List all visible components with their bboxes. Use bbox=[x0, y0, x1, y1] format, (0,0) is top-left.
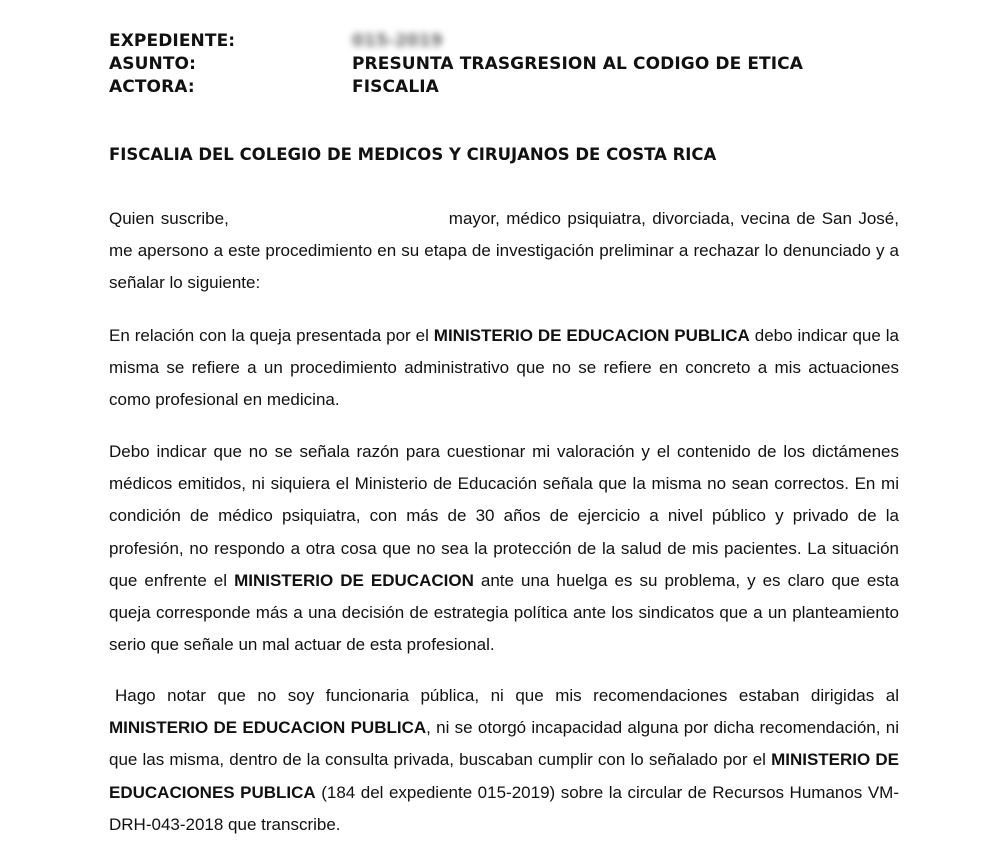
expediente-label: EXPEDIENTE: bbox=[109, 31, 236, 51]
p3-text-a: Debo indicar que no se señala razón para cuestionar mi valoración y el contenido de los dictámenes médicos emitidos, ni siquiera el Ministerio de Educación señala que la misma no sean correctos. En mi condición de médico psiquiatra, con más de 30 años de ejercicio a nivel público y privado de la profesión, no respondo a otra cosa que no sea la protección de la salud de mis pacientes. La situación que enfrente el bbox=[109, 442, 899, 590]
p2-text-c: debo indicar que la misma se refiere a un procedimiento administrativo que no se refiere en concreto a mis actuaciones como profesional en medicina. bbox=[109, 326, 899, 410]
p4-text-a: Hago notar que no soy funcionaria pública, ni que mis recomendaciones estaban dirigidas al bbox=[115, 686, 899, 705]
paragraph-1 bbox=[109, 203, 899, 300]
paragraph-2 bbox=[109, 320, 899, 417]
p4-text-e: (184 del expediente 015-2019) sobre la circular de Recursos Humanos VM-DRH-043-2018 que transcribe. bbox=[109, 782, 899, 834]
p4-bold-ministry-1: MINISTERIO DE EDUCACION PUBLICA bbox=[109, 718, 427, 738]
p4-text-c: , ni se otorgó incapacidad alguna por dicha recomendación, ni que las misma, dentro de la consulta privada, buscaban cumplir con lo señalado por el bbox=[109, 718, 899, 770]
p3-text-c: ante una huelga es su problema, y es claro que esta queja corresponde más a una decisión de estrategia política ante los sindicatos que a un planteamiento serio que señale un mal actuar de esta profesional. bbox=[109, 570, 899, 655]
actora-label: ACTORA: bbox=[109, 77, 195, 97]
p1-text-b: mayor, médico psiquiatra, divorciada, vecina de San José, me apersono a este procedimiento en su etapa de investigación preliminar a rechazar lo denunciado y a señalar lo siguiente: bbox=[109, 209, 899, 293]
paragraph-4 bbox=[109, 680, 899, 841]
p2-text-a: En relación con la queja presentada por el bbox=[109, 326, 434, 345]
expediente-value: 015-2019 bbox=[352, 31, 443, 51]
addressee-heading: FISCALIA DEL COLEGIO DE MEDICOS Y CIRUJANOS DE COSTA RICA bbox=[109, 145, 717, 164]
actora-value: FISCALIA bbox=[352, 77, 439, 97]
p2-bold-ministry: MINISTERIO DE EDUCACION PUBLICA bbox=[433, 326, 750, 345]
paragraph-3 bbox=[109, 436, 899, 661]
p4-bold-ministry-2: MINISTERIO DE EDUCACIONES PUBLICA bbox=[109, 750, 899, 802]
asunto-value: PRESUNTA TRASGRESION AL CODIGO DE ETICA bbox=[352, 54, 804, 74]
asunto-label: ASUNTO: bbox=[109, 54, 196, 74]
p1-text-a: Quien suscribe, bbox=[109, 209, 229, 228]
p3-bold-ministry: MINISTERIO DE EDUCACION bbox=[234, 570, 474, 590]
